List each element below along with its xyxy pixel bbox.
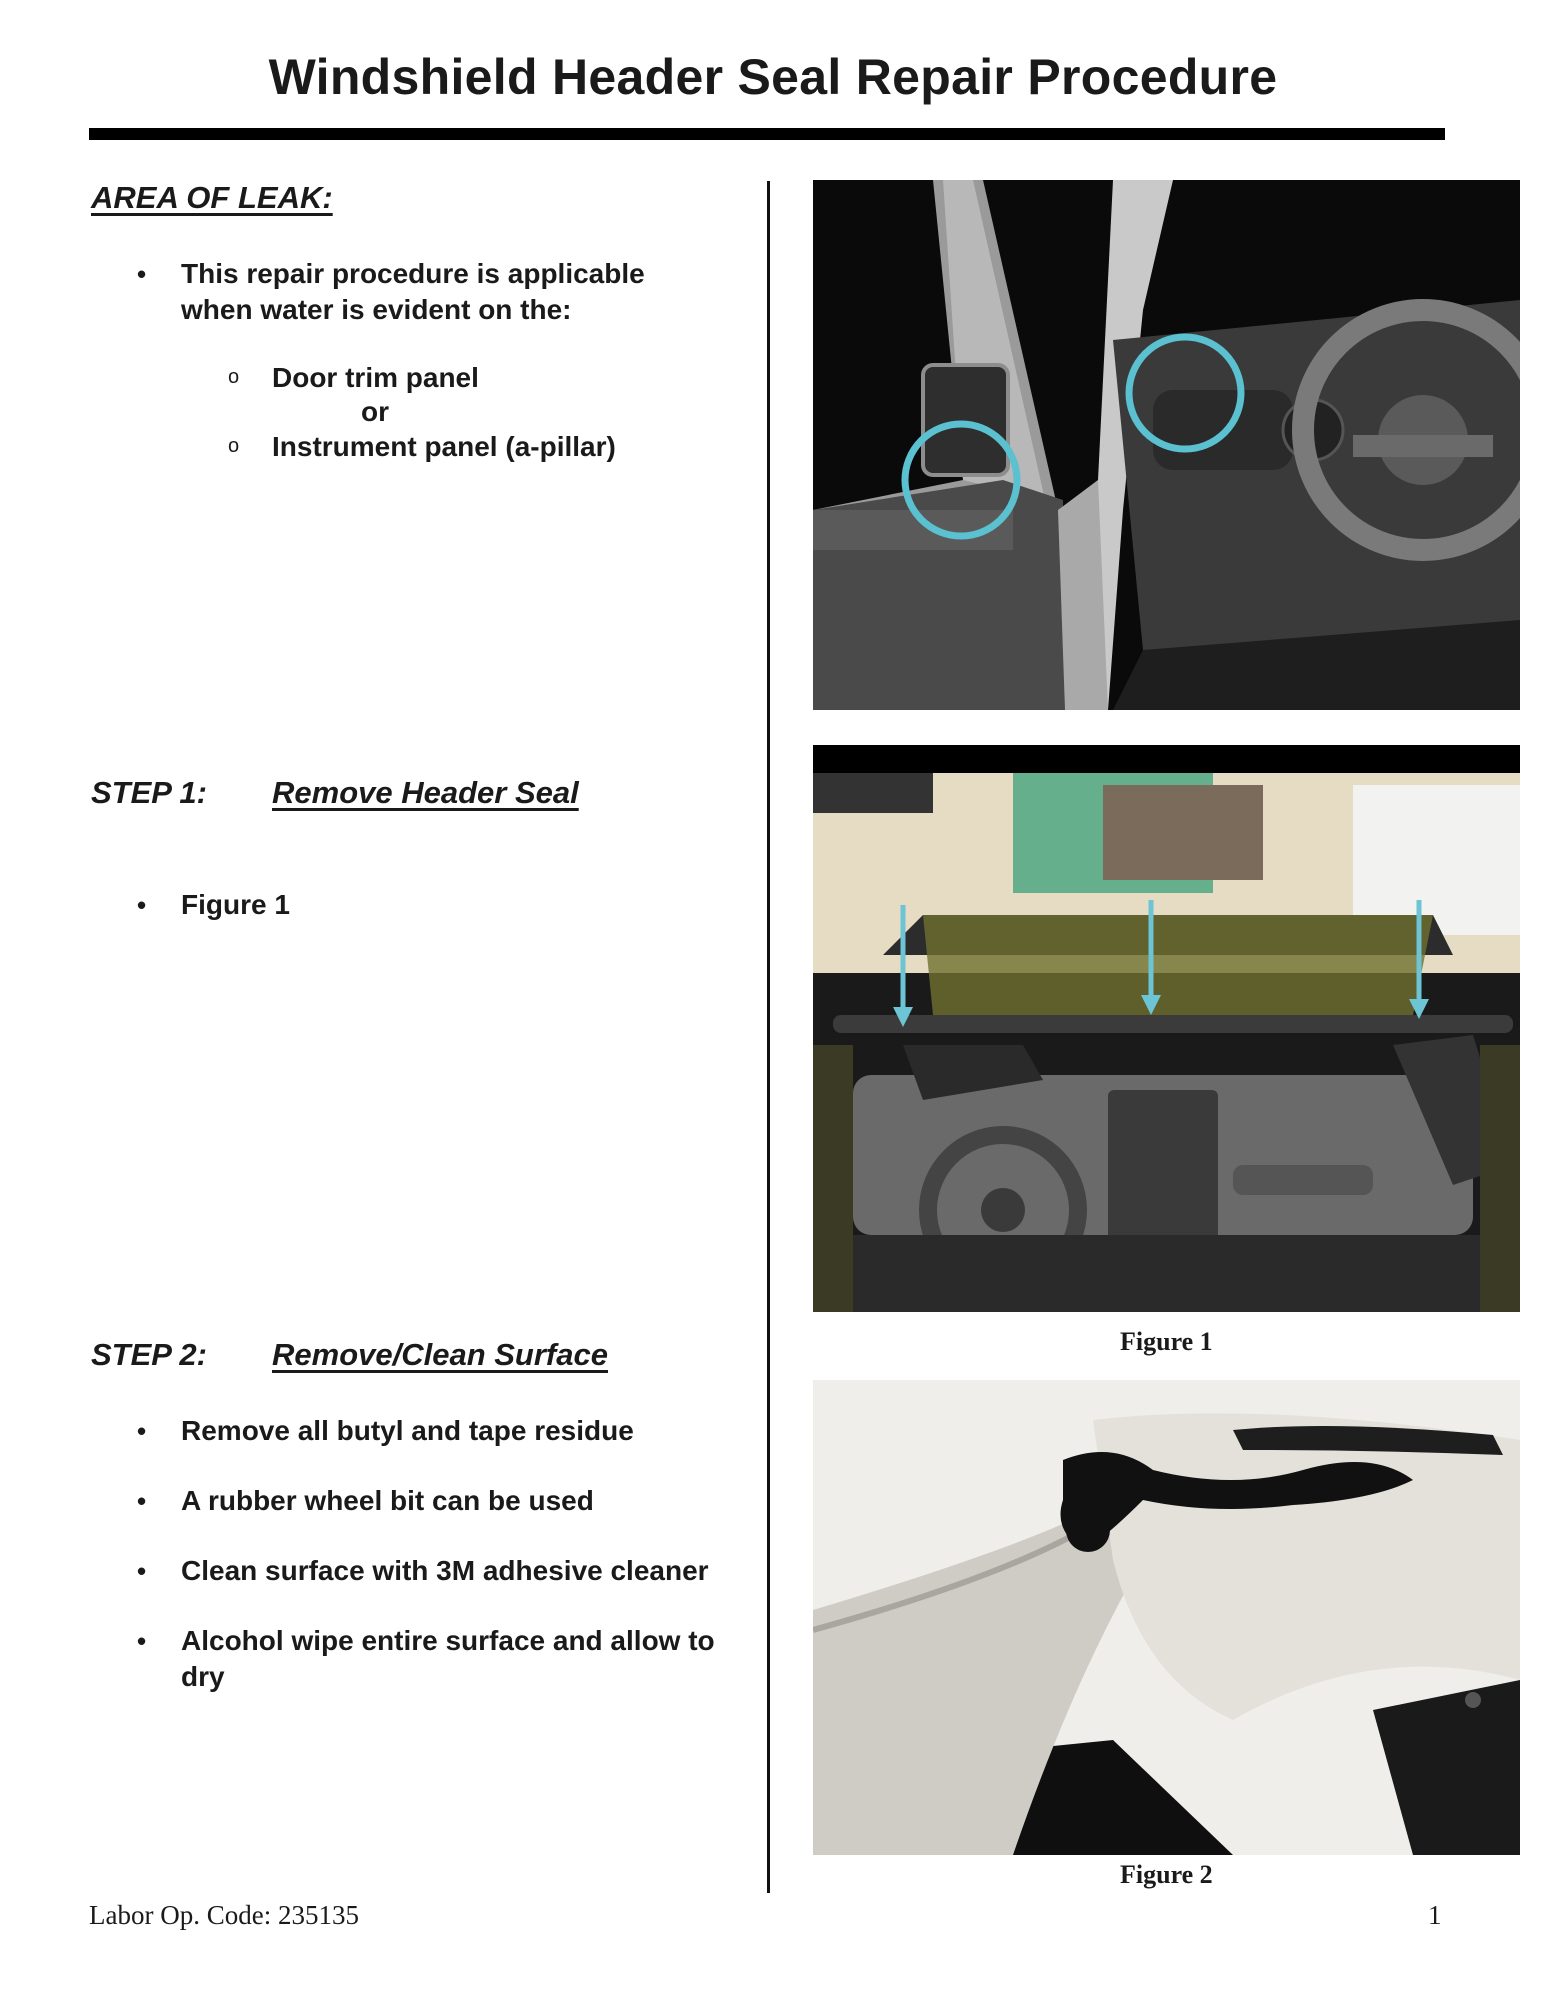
- step2-list: [137, 1413, 741, 1729]
- bullet-icon: •: [137, 1626, 147, 1656]
- bullet-icon: •: [137, 259, 147, 289]
- step1-title: Remove Header Seal: [272, 775, 579, 810]
- figure2-photo: [813, 1380, 1520, 1855]
- sub-item-instrument-panel: [228, 431, 616, 463]
- page-number: 1: [1428, 1900, 1442, 1930]
- step2-bullet-text: A rubber wheel bit can be used: [181, 1485, 594, 1516]
- list-item: [137, 887, 290, 923]
- step2-bullet-text: Alcohol wipe entire surface and allow to dry: [181, 1625, 715, 1692]
- bullet-icon: •: [137, 1486, 147, 1516]
- figure2-caption: Figure 2: [1120, 1860, 1213, 1889]
- figure1-photo: [813, 745, 1520, 1312]
- area-of-leak-heading: AREA OF LEAK:: [91, 180, 333, 215]
- sub-item-connector: or: [361, 396, 389, 427]
- list-item: [137, 1413, 741, 1449]
- page-title: Windshield Header Seal Repair Procedure: [268, 49, 1278, 105]
- step2-bullet-text: Clean surface with 3M adhesive cleaner: [181, 1555, 709, 1586]
- sub-item-door-trim: [228, 362, 479, 394]
- circle-bullet-icon: o: [228, 366, 240, 388]
- sub-item-label: Instrument panel (a-pillar): [272, 431, 616, 462]
- sub-item-label: Door trim panel: [272, 362, 479, 393]
- list-item: [137, 1483, 741, 1519]
- bullet-icon: •: [137, 890, 147, 920]
- step1-label: STEP 1:: [91, 775, 207, 810]
- step2-label: STEP 2:: [91, 1337, 207, 1372]
- list-item: [137, 1553, 741, 1589]
- list-item: [137, 1623, 741, 1695]
- bullet-icon: •: [137, 1556, 147, 1586]
- step1-list: [137, 887, 290, 923]
- column-divider: [767, 181, 770, 1893]
- title-rule: [89, 128, 1445, 140]
- butyl-residue-illustration: [813, 1380, 1520, 1855]
- leak-area-illustration: [813, 180, 1520, 710]
- figure1-caption: Figure 1: [1120, 1327, 1213, 1356]
- header-seal-illustration: [813, 745, 1520, 1312]
- step2-bullet-text: Remove all butyl and tape residue: [181, 1415, 634, 1446]
- area-of-leak-list: [137, 256, 721, 328]
- labor-op-code: Labor Op. Code: 235135: [89, 1900, 359, 1930]
- step2-title: Remove/Clean Surface: [272, 1337, 608, 1372]
- area-of-leak-intro: This repair procedure is applicable when water is evident on the:: [181, 258, 645, 325]
- list-item: [137, 256, 721, 328]
- leak-area-photo: [813, 180, 1520, 710]
- circle-bullet-icon: o: [228, 435, 240, 457]
- step1-bullet-text: Figure 1: [181, 889, 290, 920]
- bullet-icon: •: [137, 1416, 147, 1446]
